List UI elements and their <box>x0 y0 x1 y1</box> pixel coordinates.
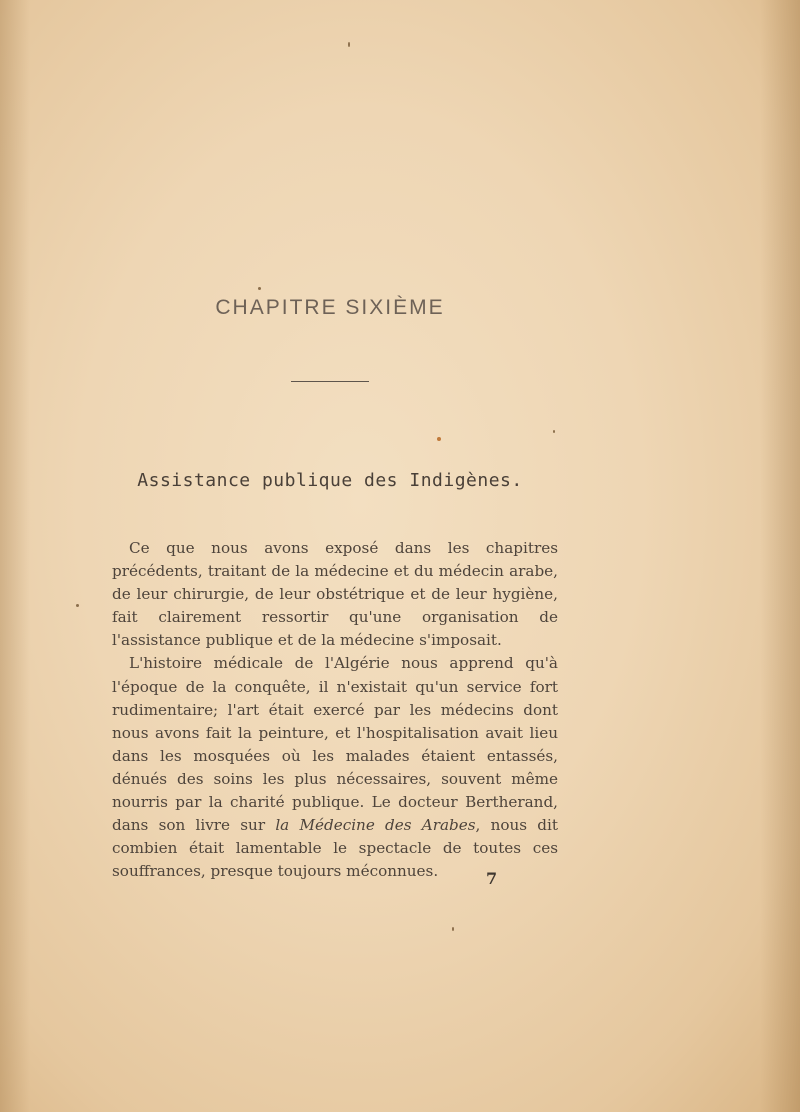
page-number: 7 <box>486 869 498 888</box>
paragraph-2 <box>112 652 558 883</box>
body-text <box>112 537 558 883</box>
paragraph-2-start: L'histoire médicale de l'Algérie nous apprend qu'à l'époque de la conquête, il n'existait qu'un service fort rudimentaire; l'art était exercé par les médecins dont nous avons fait la peinture, et l'hospitalisation avait lieu dans les mosquées où les malades étaient entassés, dénués des soins les plus nécessaires, souvent même nourris par la charité publique. Le docteur Bertherand, dans son livre sur <box>112 654 558 835</box>
paper-speck <box>553 430 555 433</box>
paper-speck <box>348 42 350 47</box>
page-shadow-left <box>0 0 30 1112</box>
section-title: Assistance publique des Indigènes. <box>137 470 523 491</box>
paper-speck <box>258 287 261 290</box>
title-divider <box>291 381 369 382</box>
paragraph-2-end: , nous dit combien était lamentable le spectacle de toutes ces souffrances, presque toujours méconnues. <box>112 816 558 881</box>
paragraph-1: Ce que nous avons exposé dans les chapitres précédents, traitant de la médecine et du médecin arabe, de leur chirurgie, de leur obstétrique et de leur hygiène, fait clairement ressortir qu'une organisation de l'assistance publique et de la médecine s'imposait. <box>112 539 558 650</box>
paper-speck <box>76 604 79 607</box>
paper-speck <box>437 437 441 441</box>
book-title: la Médecine des Arabes <box>275 816 476 835</box>
page-shadow-right <box>760 0 800 1112</box>
chapter-title: CHAPITRE SIXIÈME <box>215 296 445 319</box>
paper-speck <box>452 927 454 931</box>
